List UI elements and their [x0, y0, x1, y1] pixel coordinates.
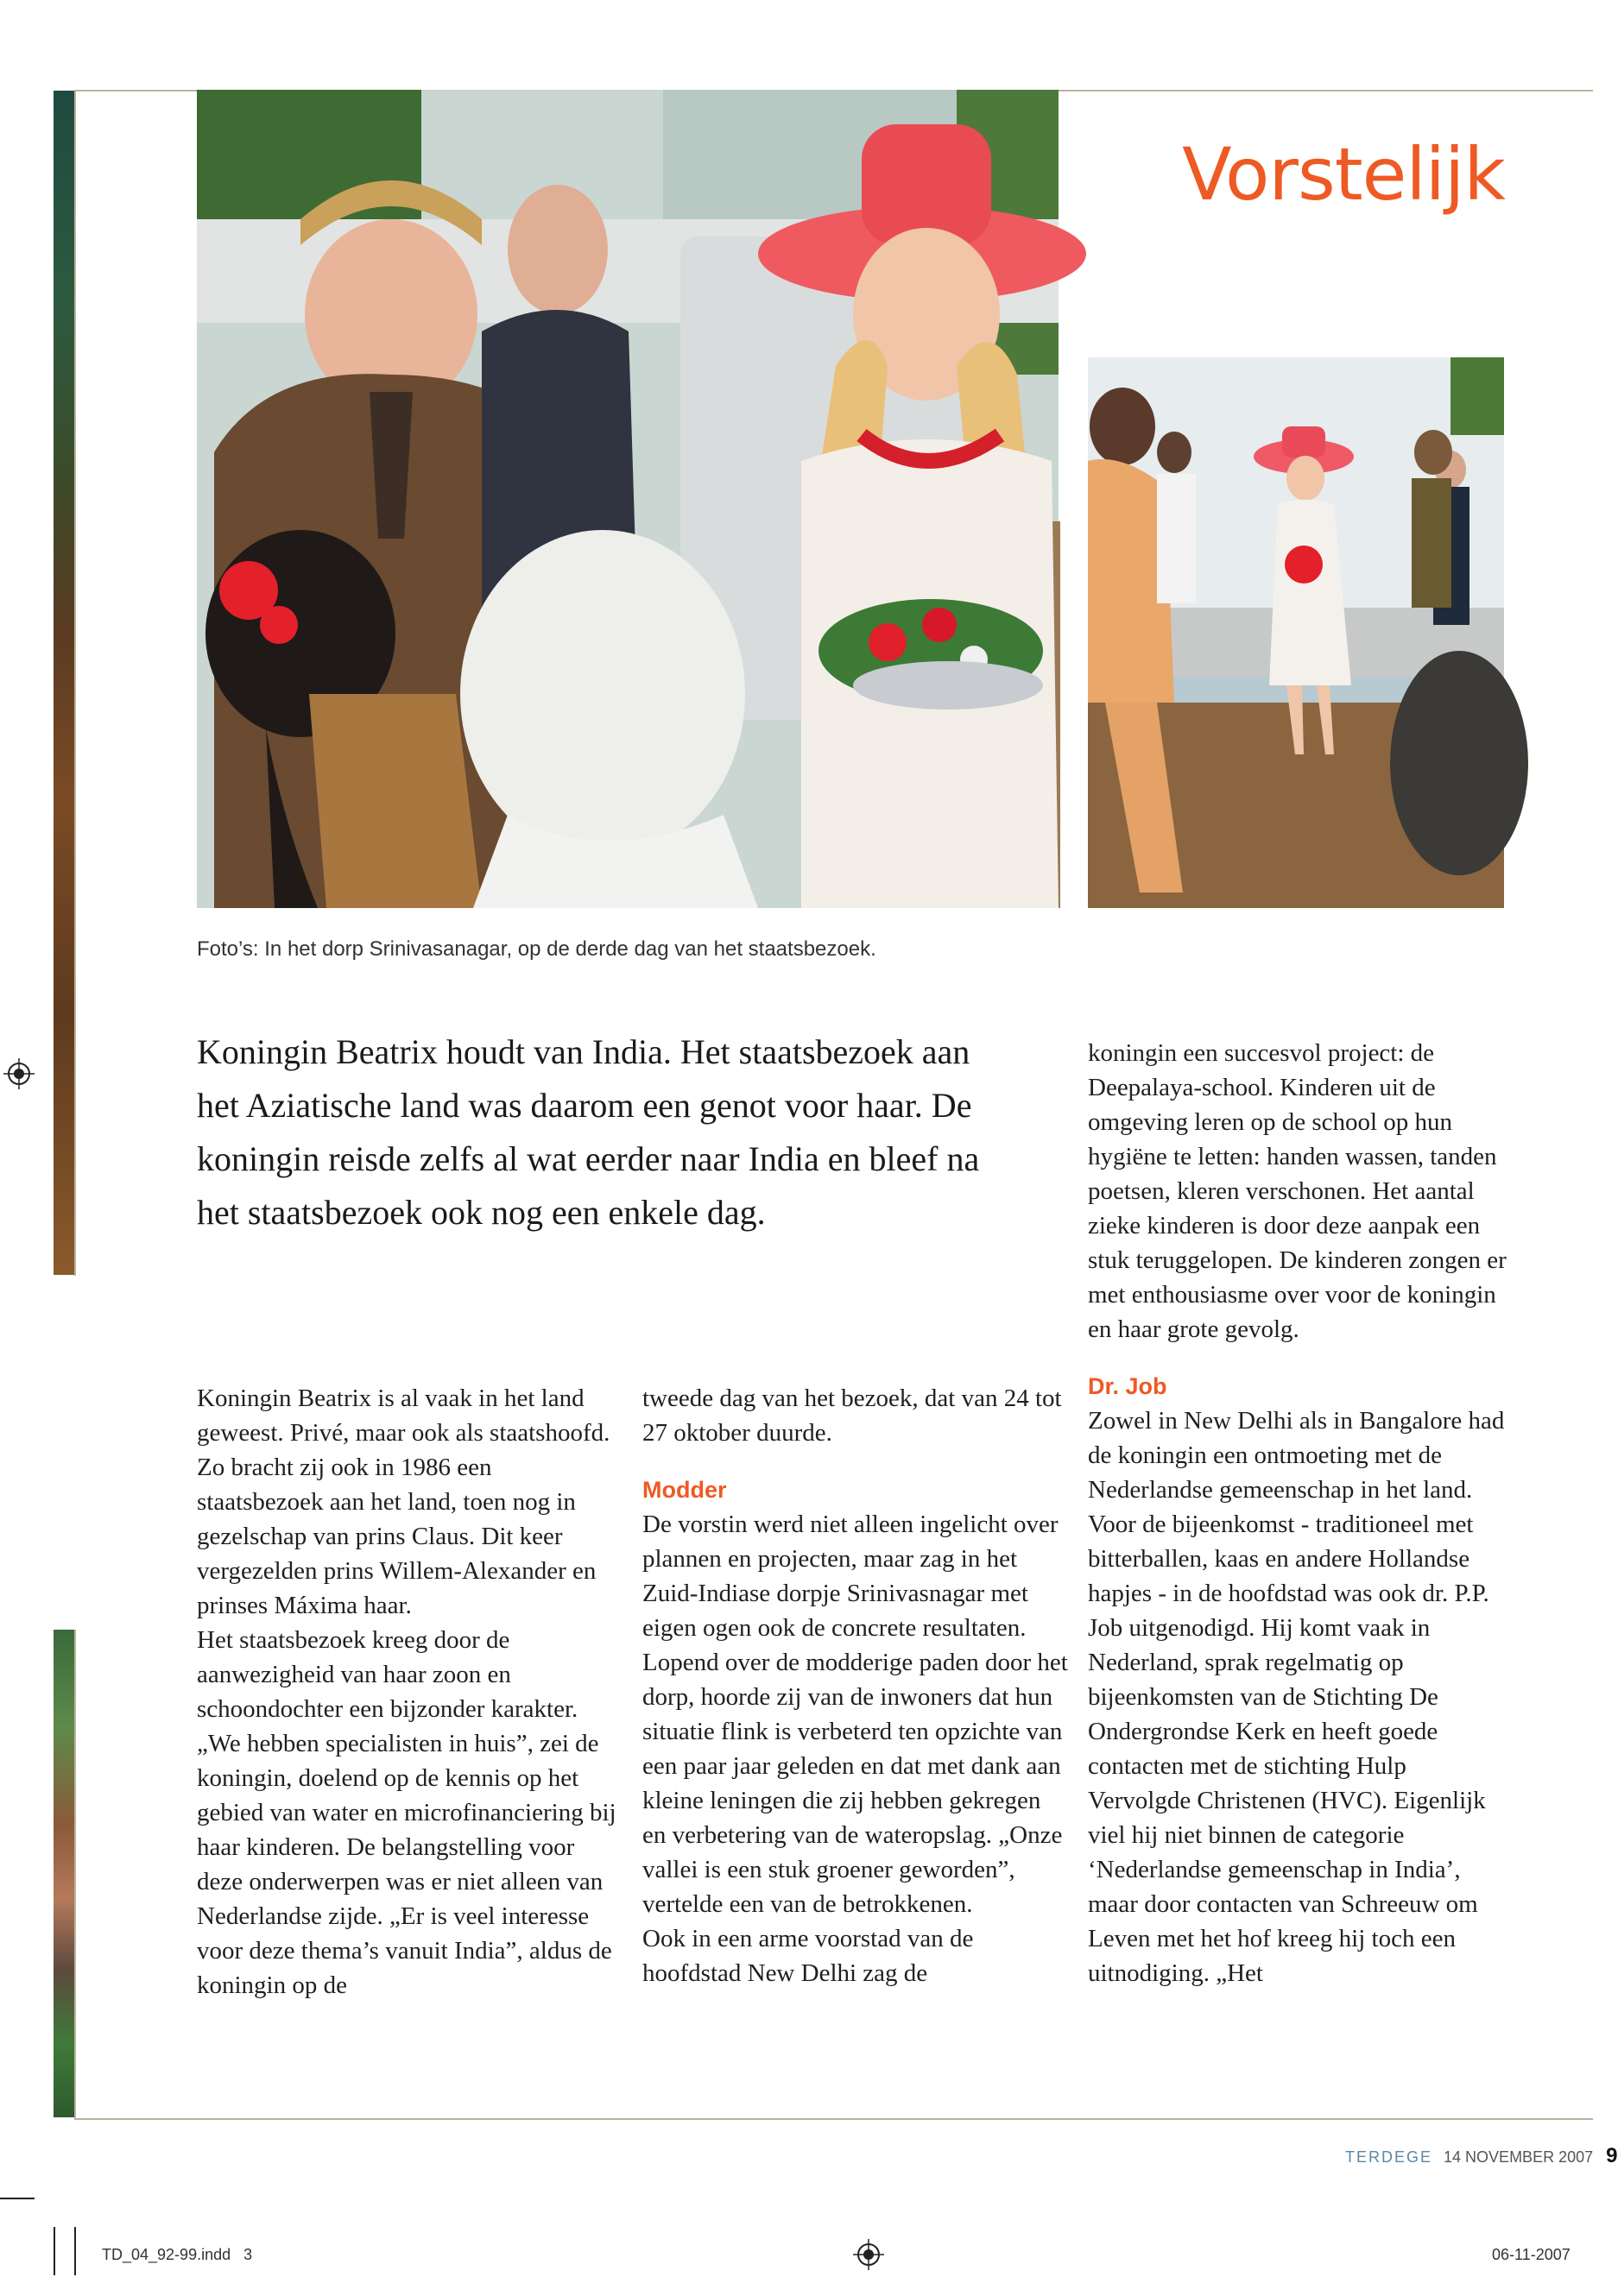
- main-photo: [197, 90, 1059, 908]
- body-column-3: [1088, 1036, 1514, 1990]
- registration-mark-icon: [3, 1058, 35, 1089]
- folio: [1345, 2144, 1618, 2168]
- body-column-1: [197, 1381, 623, 2003]
- column-2-paragraph-1: tweede dag van het bezoek, dat van 24 tot 27 oktober duurde.: [642, 1385, 1062, 1447]
- page-title: Vorstelijk: [1182, 132, 1505, 217]
- column-3-subheading: Dr. Job: [1088, 1373, 1167, 1399]
- intro-paragraph: Koningin Beatrix houdt van India. Het staatsbezoek aan het Aziatische land was daarom een genot voor haar. De koningin reisde zelfs al wat eerder naar India en bleef na het staatsbezoek ook nog een enkele dag.: [197, 1032, 980, 1232]
- crop-mark: [54, 2227, 55, 2275]
- slug-filename: TD_04_92-99.indd 3: [102, 2246, 253, 2263]
- slug-print-date: 06-11-2007: [1492, 2246, 1571, 2263]
- frame-left-line-lower: [74, 1630, 76, 2118]
- column-2-paragraph-3: Ook in een arme voorstad van de hoofdstad New Delhi zag de: [642, 1925, 974, 1987]
- facing-page-photo-strip-bottom: [54, 1630, 74, 2117]
- column-3-paragraph-1: koningin een succesvol project: de Deepalaya-school. Kinderen uit de omgeving leren op de school op hun hygiëne te letten: handen wassen, tanden poetsen, kleren verschonen. Het aantal zieke kinderen is door deze aanpak een stuk teruggelopen. De kinderen zongen er met enthousiasme over voor de koningin en haar grote gevolg.: [1088, 1039, 1507, 1343]
- facing-page-photo-strip-top: [54, 91, 74, 1275]
- magazine-name: TERDEGE: [1345, 2148, 1433, 2166]
- crop-mark: [0, 2198, 35, 2199]
- column-1-paragraph-1: Koningin Beatrix is al vaak in het land geweest. Privé, maar ook als staatshoofd. Zo bracht zij ook in 1986 een staatsbezoek aan het land, toen nog in gezelschap van prins Claus. Dit keer vergezelden prins Willem-Alexander en prinses Máxima haar.: [197, 1385, 610, 1619]
- body-column-2: [642, 1381, 1069, 1990]
- column-2-subheading: Modder: [642, 1477, 727, 1503]
- side-photo: [1088, 357, 1504, 908]
- registration-mark-icon: [853, 2239, 884, 2270]
- column-2-paragraph-2: De vorstin werd niet alleen ingelicht over plannen en projecten, maar zag in het Zuid-Indiase dorpje Srinivasnagar met eigen ogen ook de concrete resultaten. Lopend over de modderige paden door het dorp, hoorde zij van de inwoners dat hun situatie flink is verbeterd ten opzichte van een paar jaar geleden en dat met dank aan kleine leningen die zij hebben gekregen en verbetering van de wateropslag. „Onze vallei is een stuk groener geworden”, vertelde een van de betrokkenen.: [642, 1511, 1068, 1918]
- issue-date: 14 NOVEMBER 2007: [1444, 2148, 1594, 2166]
- frame-left-line: [74, 90, 76, 1276]
- page-number: 9: [1606, 2144, 1618, 2167]
- column-3-paragraph-2: Zowel in New Delhi als in Bangalore had de koningin een ontmoeting met de Nederlandse gemeenschap in het land. Voor de bijeenkomst - traditioneel met bitterballen, kaas en andere Hollandse hapjes - in de hoofdstad was ook dr. P.P. Job uitgenodigd. Hij komt vaak in Nederland, sprak regelmatig op bijeenkomsten van de Stichting De Ondergrondse Kerk en heeft goede contacten met de stichting Hulp Vervolgde Christenen (HVC). Eigenlijk viel hij niet binnen de categorie ‘Nederlandse gemeenschap in India’, maar door contacten van Schreeuw om Leven met het hof kreeg hij toch een uitnodiging. „Het: [1088, 1407, 1505, 1987]
- crop-mark: [74, 2227, 76, 2275]
- column-1-paragraph-2: Het staatsbezoek kreeg door de aanwezigheid van haar zoon en schoondochter een bijzonder karakter. „We hebben specialisten in huis”, zei de koningin, doelend op de kennis op het gebied van water en microfinanciering bij haar kinderen. De belangstelling voor deze onderwerpen was er niet alleen van Nederlandse zijde. „Er is veel interesse voor deze thema’s vanuit India”, aldus de koningin op de: [197, 1626, 616, 1999]
- footer-rule: [74, 2118, 1593, 2120]
- photo-caption: Foto’s: In het dorp Srinivasanagar, op de derde dag van het staatsbezoek.: [197, 937, 876, 961]
